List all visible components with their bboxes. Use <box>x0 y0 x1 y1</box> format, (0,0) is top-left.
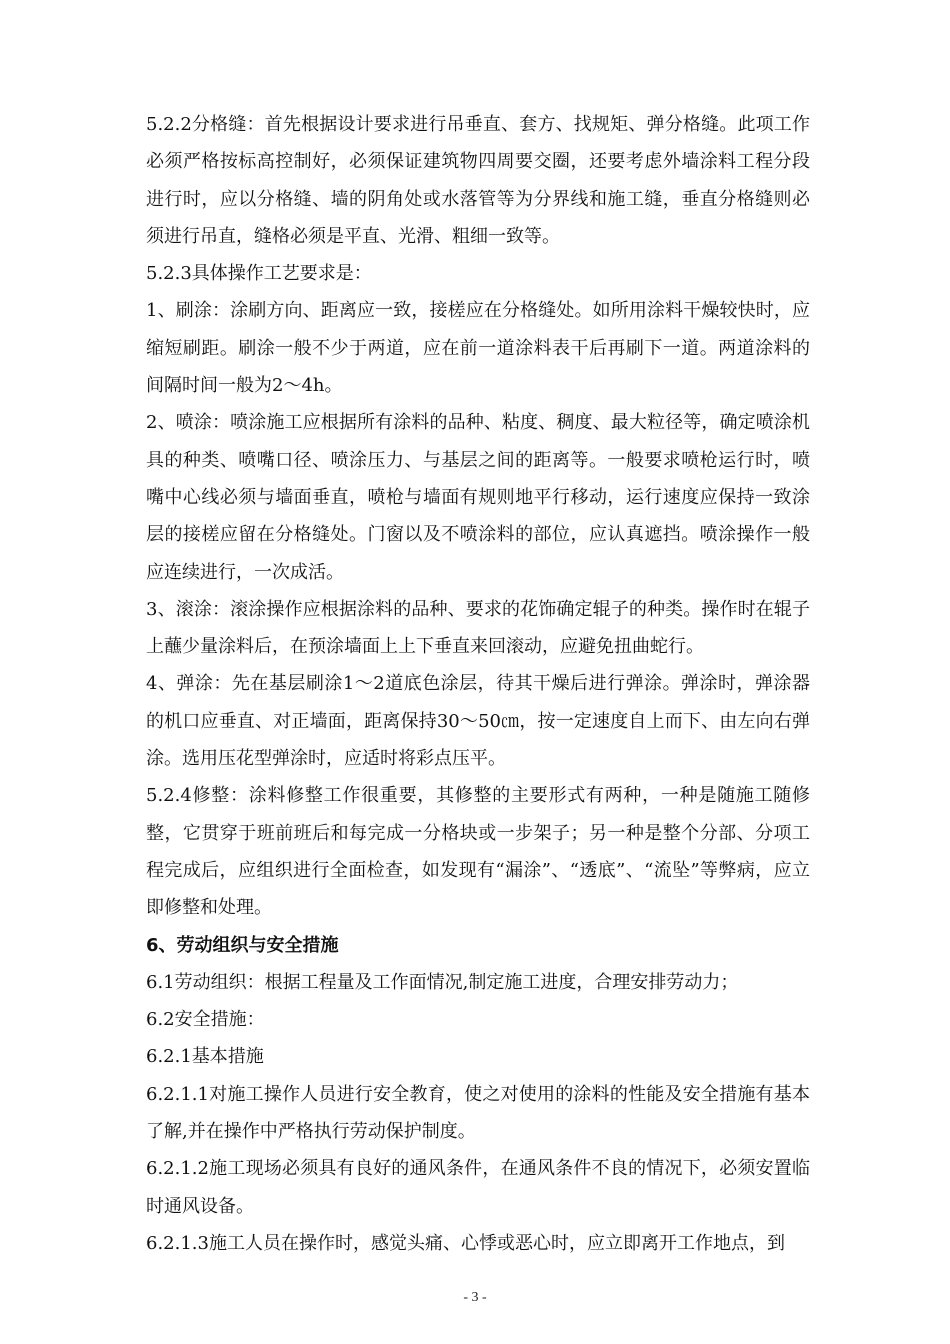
paragraph-6-2-1-2: 6.2.1.2施工现场必须具有良好的通风条件，在通风条件不良的情况下，必须安置临时通风设备。 <box>146 1158 810 1217</box>
paragraph-6-1: 6.1劳动组织：根据工程量及工作面情况,制定施工进度，合理安排劳动力； <box>146 971 739 993</box>
section-heading: 6、劳动组织与安全措施 <box>146 934 339 956</box>
paragraph-6-2-1-3: 6.2.1.3施工人员在操作时，感觉头痛、心悸或恶心时，应立即离开工作地点，到 <box>146 1232 785 1254</box>
paragraph-spatter: 4、弹涂：先在基层刷涂1～2道底色涂层，待其干燥后进行弹涂。弹涂时，弹涂器的机口应垂直、对正墙面，距离保持30～50㎝，按一定速度自上而下、由左向右弹涂。选用压花型弹涂时，应适时将彩点压平。 <box>146 673 810 770</box>
paragraph-rolling: 3、滚涂：滚涂操作应根据涂料的品种、要求的花饰确定辊子的种类。操作时在辊子上蘸少量涂料后，在预涂墙面上上下垂直来回滚动，应避免扭曲蛇行。 <box>146 598 810 658</box>
page-body <box>146 106 810 1262</box>
paragraph-6-2-1: 6.2.1基本措施 <box>146 1046 264 1068</box>
paragraph-5-2-4: 5.2.4修整：涂料修整工作很重要，其修整的主要形式有两种，一种是随施工随修整，它贯穿于班前班后和每完成一分格块或一步架子；另一种是整个分部、分项工程完成后，应组织进行全面检查，如发现有“漏涂”、“透底”、“流坠”等弊病，应立即修整和处理。 <box>146 785 810 919</box>
paragraph-6-2: 6.2安全措施： <box>146 1009 265 1031</box>
paragraph-brushing: 1、刷涂：涂刷方向、距离应一致，接槎应在分格缝处。如所用涂料干燥较快时，应缩短刷距。刷涂一般不少于两道，应在前一道涂料表干后再刷下一道。两道涂料的间隔时间一般为2～4h。 <box>146 300 810 397</box>
paragraph-5-2-3: 5.2.3具体操作工艺要求是： <box>146 263 372 285</box>
page-number: - 3 - <box>463 1290 487 1305</box>
paragraph-spraying: 2、喷涂：喷涂施工应根据所有涂料的品种、粘度、稠度、最大粒径等，确定喷涂机具的种类、喷嘴口径、喷涂压力、与基层之间的距离等。一般要求喷枪运行时，喷嘴中心线必须与墙面垂直，喷枪与墙面有规则地平行移动，运行速度应保持一致涂层的接槎应留在分格缝处。门窗以及不喷涂料的部位，应认真遮挡。喷涂操作一般应连续进行，一次成活。 <box>146 412 810 583</box>
paragraph-6-2-1-1: 6.2.1.1对施工操作人员进行安全教育，使之对使用的涂料的性能及安全措施有基本了解,并在操作中严格执行劳动保护制度。 <box>146 1083 810 1143</box>
paragraph-5-2-2: 5.2.2分格缝：首先根据设计要求进行吊垂直、套方、找规矩、弹分格缝。此项工作必须严格按标高控制好，必须保证建筑物四周要交圈，还要考虑外墙涂料工程分段进行时，应以分格缝、墙的阴角处或水落管等为分界线和施工缝，垂直分格缝则必须进行吊直，缝格必须是平直、光滑、粗细一致等。 <box>146 114 810 247</box>
